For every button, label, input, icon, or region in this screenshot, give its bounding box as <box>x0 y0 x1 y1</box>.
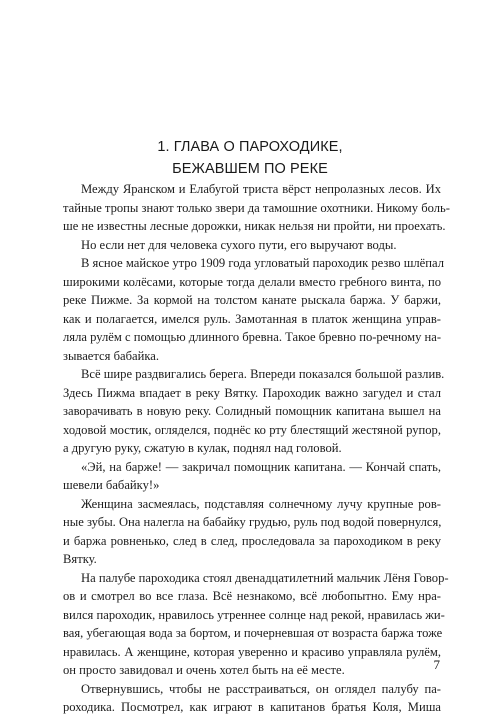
text-line: он просто завидовал и очень хотел быть на её месте. <box>63 663 345 677</box>
text-line: Женщина засмеялась, подставляя солнечному лучу крупные ров- <box>81 496 441 511</box>
text-line: «Эй, на барже! — закричал помощник капитана. — Кончай спать, <box>81 459 441 474</box>
text-line: тайные тропы знают только звери да тамошние охотники. Никому боль- <box>63 200 450 215</box>
text-line: нравилась. А женщине, которая уверенно и красиво управляла рулём, <box>63 644 441 659</box>
text-line: ные зубы. Она налегла на бабайку грудью, руль под водой повернулся, <box>63 515 442 529</box>
text-line: как и полагается, имелся руль. Замотанная в платок женщина управ- <box>63 311 441 326</box>
body-text <box>63 180 450 717</box>
text-line: заворачивать в новую реку. Солидный помощник капитана вышел на <box>63 404 441 418</box>
text-line: Между Яранском и Елабугой триста вёрст непролазных лесов. Их <box>81 182 441 196</box>
text-line: Но если нет для человека сухого пути, его выручают воды. <box>81 237 397 252</box>
text-line: На палубе пароходика стоял двенадцатилетний мальчик Лёня Говор- <box>81 570 449 585</box>
chapter-heading <box>0 136 500 180</box>
text-line: ов и смотрел во все глаза. Всё незнакомо, всё любопытно. Ему нра- <box>63 589 441 603</box>
text-line: Вятку. <box>63 552 97 566</box>
text-line: и баржа ровненько, след в след, проследовала за пароходиком в реку <box>63 533 441 548</box>
text-line: вился пароходик, нравилось утреннее солнце над рекой, нравилась жи- <box>63 607 445 622</box>
page-number: 7 <box>433 657 440 672</box>
text-line: вая, убегающая вода за бортом, и почерневшая от возраста баржа тоже <box>63 626 443 640</box>
text-line: В ясное майское утро 1909 года угловатый пароходик резво шлёпал <box>81 256 444 270</box>
text-line: Отвернувшись, чтобы не расстраиваться, он оглядел палубу па- <box>81 681 441 696</box>
text-line: Всё шире раздвигались берега. Впереди показался большой разлив. <box>81 367 445 381</box>
text-line: ше не известны лесные дорожки, никак нельзя ни пройти, ни проехать. <box>63 219 446 233</box>
text-line: ходовой мостик, огляделся, поднёс ко рту блестящий жестяной рупор, <box>63 422 441 437</box>
text-line: роходика. Посмотрел, как играют в капитанов братья Коля, Миша <box>63 700 441 714</box>
text-line: зывается бабайка. <box>63 348 159 363</box>
text-line: ляла рулём с помощью длинного бревна. Такое бревно по-речному на- <box>63 330 442 344</box>
chapter-title-line-2: БЕЖАВШЕМ ПО РЕКЕ <box>172 161 328 177</box>
text-line: широкими колёсами, которые тогда делали вместо гребного винта, по <box>63 274 441 289</box>
text-line: Здесь Пижма впадает в реку Вятку. Пароходик важно загудел и стал <box>63 385 441 400</box>
chapter-title-line-1: 1. ГЛАВА О ПАРОХОДИКЕ, <box>157 139 343 155</box>
text-line: шевели бабайку!» <box>63 478 160 492</box>
text-line: реке Пижме. За кормой на толстом канате рыскала баржа. У баржи, <box>63 293 441 307</box>
text-line: а другую руку, сжатую в кулак, поднял над головой. <box>63 441 342 455</box>
